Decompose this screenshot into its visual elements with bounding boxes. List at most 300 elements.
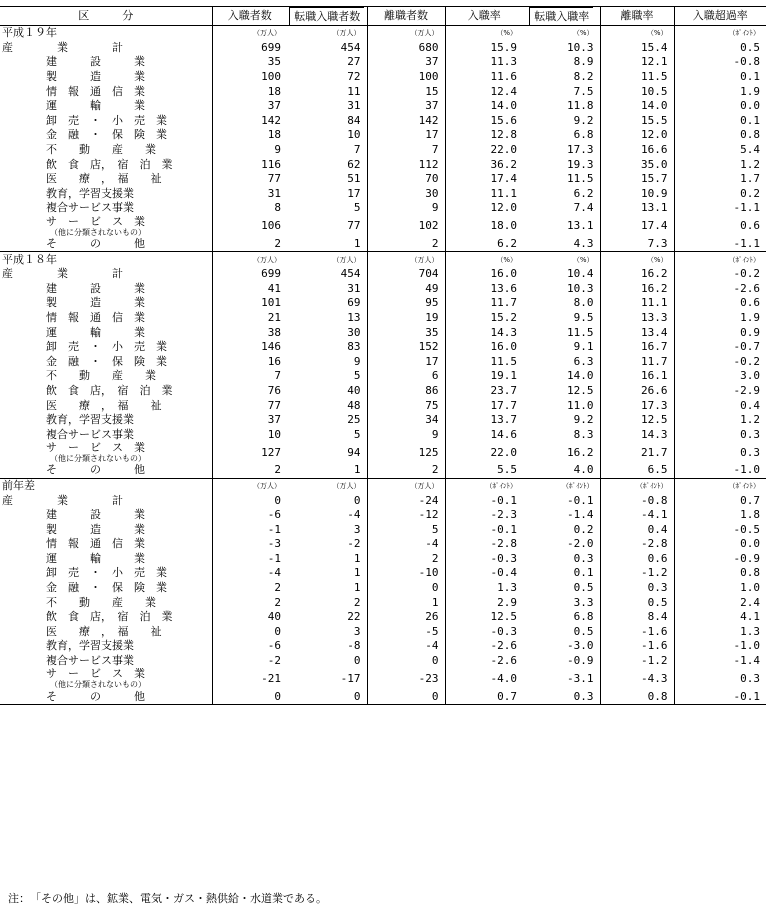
cell-value: 37 (267, 99, 281, 113)
cell-value: 13.6 (490, 281, 517, 295)
section-title: 平成１９年 (0, 26, 212, 41)
unit-label: （%） (523, 252, 600, 267)
cell-value: 5.4 (740, 143, 760, 157)
table-row (0, 508, 766, 523)
cell-value: 1 (287, 463, 367, 478)
row-label-text: 建 設 業 (46, 281, 145, 295)
table-row (0, 537, 766, 552)
cell-value: 0.2 (740, 186, 760, 200)
cell-value: -2.6 (733, 281, 760, 295)
table-row (0, 639, 766, 654)
cell-value: 7 (367, 143, 445, 158)
row-label-text: 金 融 ・ 保 険 業 (46, 581, 167, 595)
row-label-text: 製 造 業 (46, 522, 145, 536)
cell-value: 19 (367, 311, 445, 326)
cell-value: 9.2 (523, 114, 600, 129)
cell-value: 0 (287, 689, 367, 704)
cell-value: 76 (267, 383, 281, 397)
cell-value: -2 (287, 537, 367, 552)
cell-value: -1 (267, 551, 281, 565)
table-row (0, 369, 766, 384)
cell-value: 14.3 (490, 325, 517, 339)
cell-value: 2 (367, 552, 445, 567)
cell-value: 8.3 (523, 427, 600, 442)
cell-value: 17 (367, 354, 445, 369)
cell-value: 3 (287, 625, 367, 640)
cell-value: 146 (261, 340, 281, 354)
row-label-text: 情 報 通 信 業 (46, 84, 145, 98)
row-label-text: 複合サービス事業 (46, 201, 134, 215)
cell-value: 13 (287, 311, 367, 326)
cell-value: 3 (287, 522, 367, 537)
cell-value: 3.3 (523, 595, 600, 610)
cell-value: 13.1 (600, 201, 674, 216)
row-label (0, 187, 212, 202)
row-label (0, 508, 212, 523)
cell-value: -6 (267, 639, 281, 653)
cell-value: -21 (261, 671, 281, 685)
cell-value: -0.4 (490, 566, 517, 580)
cell-value: 14.3 (600, 427, 674, 442)
cell-value: 14.0 (490, 99, 517, 113)
row-label (0, 427, 212, 442)
cell-value: 699 (261, 40, 281, 54)
cell-value: 16.0 (490, 340, 517, 354)
cell-value: 11.5 (523, 325, 600, 340)
cell-value: 16.2 (600, 267, 674, 282)
table-row (0, 340, 766, 355)
row-label-text: 不 動 産 業 (46, 143, 156, 157)
cell-value: 0 (367, 654, 445, 669)
cell-value: 27 (287, 55, 367, 70)
row-label (0, 216, 212, 237)
cell-value: 19.1 (490, 369, 517, 383)
unit-label: （万人） (212, 252, 287, 267)
row-label (0, 55, 212, 70)
cell-value: -3.0 (523, 639, 600, 654)
cell-value: 1.8 (740, 508, 760, 522)
table-row (0, 654, 766, 669)
cell-value: 7.5 (523, 84, 600, 99)
cell-value: 112 (367, 157, 445, 172)
unit-label: （%） (523, 26, 600, 41)
table-row (0, 625, 766, 640)
cell-value: 35 (367, 325, 445, 340)
section-title-row (0, 478, 766, 493)
row-label-text: 卸 売 ・ 小 売 業 (46, 340, 167, 354)
cell-value: 0 (212, 689, 287, 704)
cell-value: -4 (267, 566, 281, 580)
cell-value: 30 (287, 325, 367, 340)
cell-value: 23.7 (490, 383, 517, 397)
cell-value: -1.1 (733, 237, 760, 251)
cell-value: -0.2 (733, 267, 760, 281)
row-label (0, 442, 212, 463)
unit-label: （万人） (287, 252, 367, 267)
cell-value: 15.7 (600, 172, 674, 187)
cell-value: 17 (287, 187, 367, 202)
cell-value: 4.1 (740, 610, 760, 624)
cell-value: 11.5 (600, 70, 674, 85)
row-label (0, 668, 212, 689)
row-label-text: 教育，学習支援業 (46, 413, 134, 427)
cell-value: -0.2 (733, 354, 760, 368)
header-separation-rate: 離職率 (600, 7, 674, 26)
cell-value: 16.0 (490, 267, 517, 281)
cell-value: 0.5 (740, 40, 760, 54)
cell-value: -0.1 (523, 493, 600, 508)
cell-value: 12.8 (490, 128, 517, 142)
cell-value: 22 (287, 610, 367, 625)
cell-value: -0.8 (733, 55, 760, 69)
row-label-text: 医 療 ， 福 祉 (46, 624, 162, 638)
section-title: 平成１８年 (0, 252, 212, 267)
cell-value: -2 (267, 654, 281, 668)
row-label (0, 639, 212, 654)
cell-value: 1.3 (497, 581, 517, 595)
cell-value: 40 (287, 384, 367, 399)
cell-value: 0.5 (600, 595, 674, 610)
cell-value: 49 (367, 282, 445, 297)
row-label (0, 237, 212, 252)
cell-value: 0.7 (445, 689, 523, 704)
row-label (0, 325, 212, 340)
header-transfer-hires (287, 7, 367, 26)
cell-value: 127 (261, 445, 281, 459)
cell-value: 37 (367, 55, 445, 70)
cell-value: 10.9 (600, 187, 674, 202)
row-label-text: 建 設 業 (46, 55, 145, 69)
cell-value: -2.6 (490, 639, 517, 653)
cell-value: 10 (267, 427, 281, 441)
cell-value: 0.4 (600, 522, 674, 537)
row-label (0, 398, 212, 413)
cell-value: 1 (287, 581, 367, 596)
cell-value: 6 (367, 369, 445, 384)
row-label (0, 114, 212, 129)
table-row (0, 522, 766, 537)
table-row (0, 311, 766, 326)
cell-value: -1 (267, 522, 281, 536)
cell-value: 14.0 (523, 369, 600, 384)
table-body (0, 26, 766, 705)
table-row (0, 157, 766, 172)
table-row (0, 493, 766, 508)
cell-value: 37 (367, 99, 445, 114)
row-label-text: 産 業 計 (2, 40, 123, 54)
row-label-text: 卸 売 ・ 小 売 業 (46, 113, 167, 127)
cell-value: 16.6 (600, 143, 674, 158)
cell-value: 16.2 (523, 442, 600, 463)
cell-value: -0.1 (490, 522, 517, 536)
row-label-text: 建 設 業 (46, 508, 145, 522)
cell-value: 41 (267, 281, 281, 295)
cell-value: 0 (287, 654, 367, 669)
cell-value: 12.0 (600, 128, 674, 143)
cell-value: 11.0 (523, 398, 600, 413)
cell-value: 9 (367, 427, 445, 442)
cell-value: 1.2 (740, 413, 760, 427)
row-label-text: 不 動 産 業 (46, 369, 156, 383)
cell-value: 454 (287, 267, 367, 282)
cell-value: 31 (287, 99, 367, 114)
table-row (0, 99, 766, 114)
cell-value: 16.2 (600, 282, 674, 297)
row-label-text: 運 輸 業 (46, 99, 145, 113)
cell-value: 0.6 (740, 219, 760, 233)
cell-value: 22.0 (490, 143, 517, 157)
cell-value: -4 (287, 508, 367, 523)
cell-value: 11.5 (490, 354, 517, 368)
row-label (0, 522, 212, 537)
cell-value: 35 (267, 55, 281, 69)
cell-value: 10.4 (523, 267, 600, 282)
cell-value: 0.4 (740, 398, 760, 412)
cell-value: 12.5 (490, 610, 517, 624)
cell-value: 5 (367, 522, 445, 537)
unit-label: （万人） (367, 478, 445, 493)
cell-value: 18 (267, 128, 281, 142)
cell-value: 0.3 (523, 689, 600, 704)
cell-value: -1.0 (733, 463, 760, 477)
row-label (0, 311, 212, 326)
cell-value: 100 (367, 70, 445, 85)
cell-value: -4.1 (600, 508, 674, 523)
cell-value: 6.2 (523, 187, 600, 202)
cell-value: -4.3 (600, 668, 674, 689)
cell-value: 8.2 (523, 70, 600, 85)
header-excess-rate: 入職超過率 (674, 7, 766, 26)
cell-value: 13.7 (490, 413, 517, 427)
cell-value: 142 (367, 114, 445, 129)
cell-value: 9 (274, 143, 281, 157)
cell-value: 15.5 (600, 114, 674, 129)
row-label-text: 教育，学習支援業 (46, 186, 134, 200)
row-label (0, 84, 212, 99)
row-label (0, 463, 212, 478)
cell-value: -2.0 (523, 537, 600, 552)
section-title: 前年差 (0, 478, 212, 493)
cell-value: -2.8 (490, 537, 517, 551)
unit-label: （ﾎﾟｲﾝﾄ） (674, 26, 766, 41)
table-row (0, 581, 766, 596)
cell-value: -0.3 (490, 624, 517, 638)
cell-value: 12.0 (490, 201, 517, 215)
row-label (0, 610, 212, 625)
table-row (0, 413, 766, 428)
table-row (0, 41, 766, 56)
table-row (0, 595, 766, 610)
cell-value: 1.9 (740, 84, 760, 98)
cell-value: -0.5 (733, 522, 760, 536)
unit-label: （万人） (212, 26, 287, 41)
cell-value: 0.3 (740, 671, 760, 685)
cell-value: 0.9 (740, 325, 760, 339)
cell-value: 40 (267, 610, 281, 624)
unit-label: （ﾎﾟｲﾝﾄ） (445, 478, 523, 493)
cell-value: 8.9 (523, 55, 600, 70)
cell-value: 0.3 (740, 427, 760, 441)
row-label-text: 医 療 ， 福 祉 (46, 398, 162, 412)
cell-value: 9.5 (523, 311, 600, 326)
cell-value: 21.7 (600, 442, 674, 463)
cell-value: -2.9 (733, 383, 760, 397)
row-label (0, 413, 212, 428)
cell-value: 7.4 (523, 201, 600, 216)
cell-value: 4.0 (523, 463, 600, 478)
cell-value: -23 (367, 668, 445, 689)
cell-value: 13.1 (523, 216, 600, 237)
cell-value: 0.0 (740, 99, 760, 113)
row-label (0, 689, 212, 704)
cell-value: 0.1 (740, 70, 760, 84)
row-label-text: 運 輸 業 (46, 325, 145, 339)
cell-value: 7.3 (600, 237, 674, 252)
row-label-text: 製 造 業 (46, 70, 145, 84)
unit-label: （%） (445, 252, 523, 267)
cell-value: 38 (267, 325, 281, 339)
cell-value: 17 (367, 128, 445, 143)
row-label-text: 教育，学習支援業 (46, 639, 134, 653)
row-label-text: 複合サービス事業 (46, 654, 134, 668)
cell-value: 11.3 (490, 55, 517, 69)
cell-value: -3 (267, 537, 281, 551)
cell-value: -12 (367, 508, 445, 523)
cell-value: 10.3 (523, 41, 600, 56)
unit-label: （万人） (287, 26, 367, 41)
cell-value: -1.6 (600, 639, 674, 654)
cell-value: 0 (367, 581, 445, 596)
cell-value: 454 (287, 41, 367, 56)
cell-value: 8.4 (600, 610, 674, 625)
cell-value: 0.2 (523, 522, 600, 537)
section-title-row (0, 252, 766, 267)
cell-value: -0.1 (490, 493, 517, 507)
cell-value: 69 (287, 296, 367, 311)
cell-value: 11.7 (600, 354, 674, 369)
row-label (0, 201, 212, 216)
cell-value: 18 (267, 84, 281, 98)
table-row (0, 384, 766, 399)
cell-value: 19.3 (523, 157, 600, 172)
row-label (0, 369, 212, 384)
unit-label: （ﾎﾟｲﾝﾄ） (600, 478, 674, 493)
table-row (0, 216, 766, 237)
cell-value: 2.4 (740, 595, 760, 609)
cell-value: 4.3 (523, 237, 600, 252)
cell-value: -0.7 (733, 340, 760, 354)
cell-value: 5 (287, 369, 367, 384)
cell-value: 0.0 (740, 537, 760, 551)
cell-value: 12.4 (490, 84, 517, 98)
cell-value: 2 (274, 581, 281, 595)
cell-value: 2 (274, 463, 281, 477)
cell-value: 8 (274, 201, 281, 215)
cell-value: 0 (274, 493, 281, 507)
cell-value: -24 (367, 493, 445, 508)
table-row (0, 187, 766, 202)
cell-value: 1 (367, 595, 445, 610)
row-label-note: （他に分類されないもの） (50, 680, 146, 690)
cell-value: 11.7 (490, 296, 517, 310)
table-row (0, 282, 766, 297)
cell-value: 51 (287, 172, 367, 187)
cell-value: 22.0 (490, 445, 517, 459)
unit-label: （ﾎﾟｲﾝﾄ） (674, 478, 766, 493)
row-label (0, 384, 212, 399)
cell-value: 9.2 (523, 413, 600, 428)
cell-value: 72 (287, 70, 367, 85)
header-transfer-hires-label: 転職入職者数 (289, 7, 364, 25)
row-label-text: 飲 食 店， 宿 泊 業 (46, 383, 173, 397)
row-label-text: サ ー ビ ス 業 (46, 215, 145, 228)
row-label-text: 情 報 通 信 業 (46, 310, 145, 324)
cell-value: 48 (287, 398, 367, 413)
cell-value: 106 (261, 219, 281, 233)
row-label (0, 354, 212, 369)
header-category: 区 分 (0, 7, 212, 26)
cell-value: 15.6 (490, 113, 517, 127)
cell-value: 35.0 (600, 157, 674, 172)
cell-value: -0.1 (674, 689, 766, 704)
row-label (0, 267, 212, 282)
row-label-text: 飲 食 店， 宿 泊 業 (46, 157, 173, 171)
cell-value: 0.7 (740, 493, 760, 507)
table-row (0, 398, 766, 413)
cell-value: -0.9 (733, 551, 760, 565)
row-label-text: 金 融 ・ 保 険 業 (46, 128, 167, 142)
cell-value: 680 (367, 41, 445, 56)
employment-table (0, 6, 766, 705)
cell-value: 13.4 (600, 325, 674, 340)
cell-value: 37 (267, 413, 281, 427)
unit-label: （万人） (212, 478, 287, 493)
row-label-text: そ の 他 (46, 237, 145, 251)
cell-value: 77 (287, 216, 367, 237)
unit-label: （万人） (367, 252, 445, 267)
cell-value: -5 (367, 625, 445, 640)
cell-value: 21 (267, 310, 281, 324)
cell-value: 10.3 (523, 282, 600, 297)
cell-value: 0.8 (740, 566, 760, 580)
cell-value: 15.4 (600, 41, 674, 56)
cell-value: 1.7 (740, 172, 760, 186)
cell-value: -4 (367, 537, 445, 552)
row-label (0, 566, 212, 581)
cell-value: 0.5 (523, 581, 600, 596)
cell-value: 2 (287, 595, 367, 610)
cell-value: 11 (287, 84, 367, 99)
cell-value: 77 (267, 398, 281, 412)
row-label (0, 282, 212, 297)
cell-value: 36.2 (490, 157, 517, 171)
cell-value: 15.2 (490, 310, 517, 324)
unit-label: （万人） (367, 26, 445, 41)
cell-value: -17 (287, 668, 367, 689)
cell-value: 7 (287, 143, 367, 158)
cell-value: -0.8 (600, 493, 674, 508)
cell-value: 13.3 (600, 311, 674, 326)
cell-value: 34 (367, 413, 445, 428)
cell-value: 0.6 (600, 552, 674, 567)
cell-value: 16.7 (600, 340, 674, 355)
cell-value: 94 (287, 442, 367, 463)
cell-value: -1.4 (523, 508, 600, 523)
cell-value: 16.1 (600, 369, 674, 384)
cell-value: 2 (274, 237, 281, 251)
cell-value: 7 (274, 369, 281, 383)
table-row (0, 668, 766, 689)
